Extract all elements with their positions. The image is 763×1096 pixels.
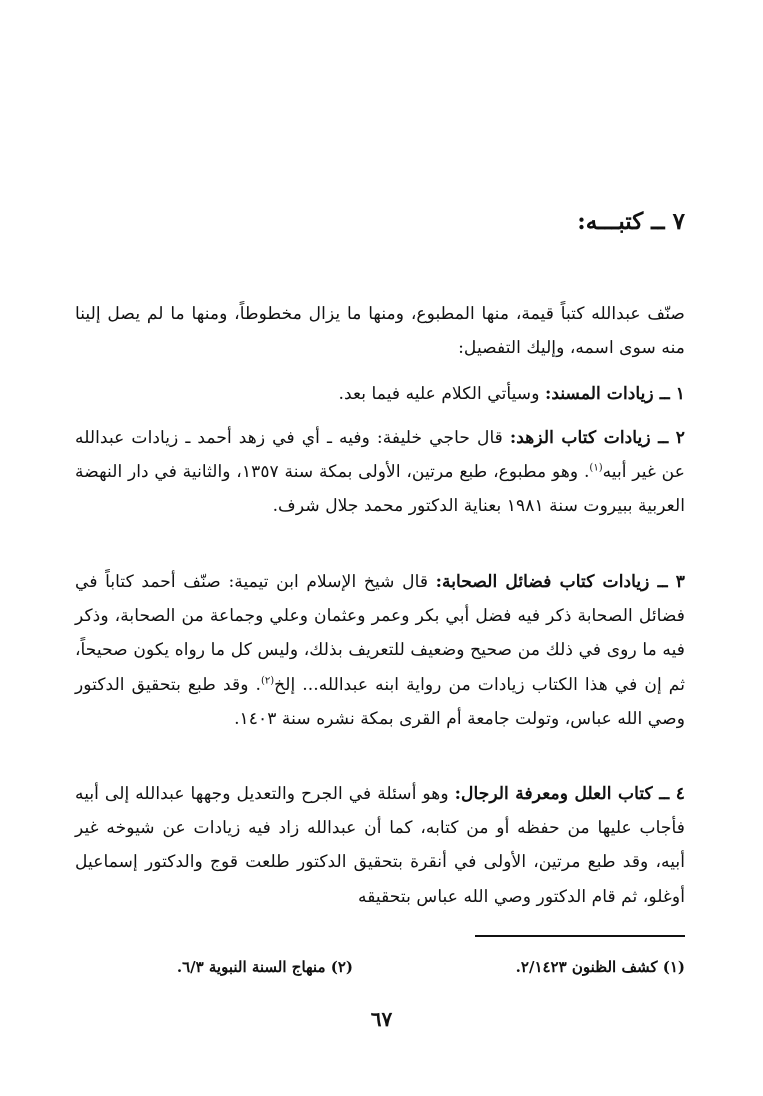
footnote-ref: (١) xyxy=(589,462,603,474)
list-item-text xyxy=(75,777,685,914)
list-item-text xyxy=(75,565,685,736)
list-item-lead: ٣ ــ زيادات كتاب فضائل الصحابة: xyxy=(435,572,685,592)
list-item xyxy=(75,565,685,736)
list-item xyxy=(75,777,685,914)
list-item-lead: ١ ــ زيادات المسند: xyxy=(544,384,685,404)
intro-paragraph xyxy=(75,297,685,365)
list-item-body-cont: . وهو مطبوع، طبع مرتين، الأولى بمكة سنة ١٣٥٧، والثانية في دار النهضة العربية ببيروت سنة ١٩٨١ بعناية الدكتور محمد جلال شرف. xyxy=(75,462,685,517)
list-item-body-cont: . وقد طبع بتحقيق الدكتور وصي الله عباس، وتولت جامعة أم القرى بمكة نشره سنة ١٤٠٣. xyxy=(75,674,685,729)
list-item-body: وهو أسئلة في الجرح والتعديل وجهها عبدالله إلى أبيه فأجاب عليها من حفظه أو من كتابه، كما أن عبدالله زاد فيه زيادات عن شيوخه غير أبيه، وقد طبع مرتين، الأولى في أنقرة بتحقيق الدكتور طلعت قوج والدكتور إسماعيل أوغلو، ثم قام الدكتور وصي الله عباس بتحقيقه xyxy=(75,784,685,907)
list-item-lead: ٤ ــ كتاب العلل ومعرفة الرجال: xyxy=(454,784,685,804)
list-item-body: قال حاجي خليفة: وفيه ـ أي في زهد أحمد ـ زيادات عبدالله عن غير أبيه xyxy=(75,428,685,483)
section-heading: ٧ ــ كتبـــه: xyxy=(577,208,685,235)
footnote-ref: (٢) xyxy=(260,674,275,686)
page-number: ٦٧ xyxy=(370,1007,393,1031)
footnote: (٢) منهاج السنة النبوية ٦/٣. xyxy=(176,958,353,976)
list-item-body: وسيأتي الكلام عليه فيما بعد. xyxy=(338,384,545,404)
list-item-text xyxy=(75,421,685,524)
list-item-lead: ٢ ــ زيادات كتاب الزهد: xyxy=(509,428,685,448)
list-item-text xyxy=(75,377,685,411)
intro-text: صنّف عبدالله كتباً قيمة، منها المطبوع، ومنها ما يزال مخطوطاً، ومنها ما لم يصل إلينا منه سوى اسمه، وإليك التفصيل: xyxy=(75,304,685,359)
list-item xyxy=(75,377,685,411)
footnote-divider xyxy=(475,935,685,937)
footnote: (١) كشف الظنون ٢/١٤٢٣. xyxy=(515,958,685,976)
list-item xyxy=(75,421,685,524)
list-item-body: قال شيخ الإسلام ابن تيمية: صنّف أحمد كتاباً في فضائل الصحابة ذكر فيه فضل أبي بكر وعمر وعثمان وعلي وجماعة من الصحابة، وذكر فيه ما روى في ذلك من صحيح وضعيف للتعريف بذلك، وليس كل ما رواه يكون صحيحاً، ثم إن في هذا الكتاب زيادات من رواية ابنه عبدالله... إلخ xyxy=(75,572,685,695)
